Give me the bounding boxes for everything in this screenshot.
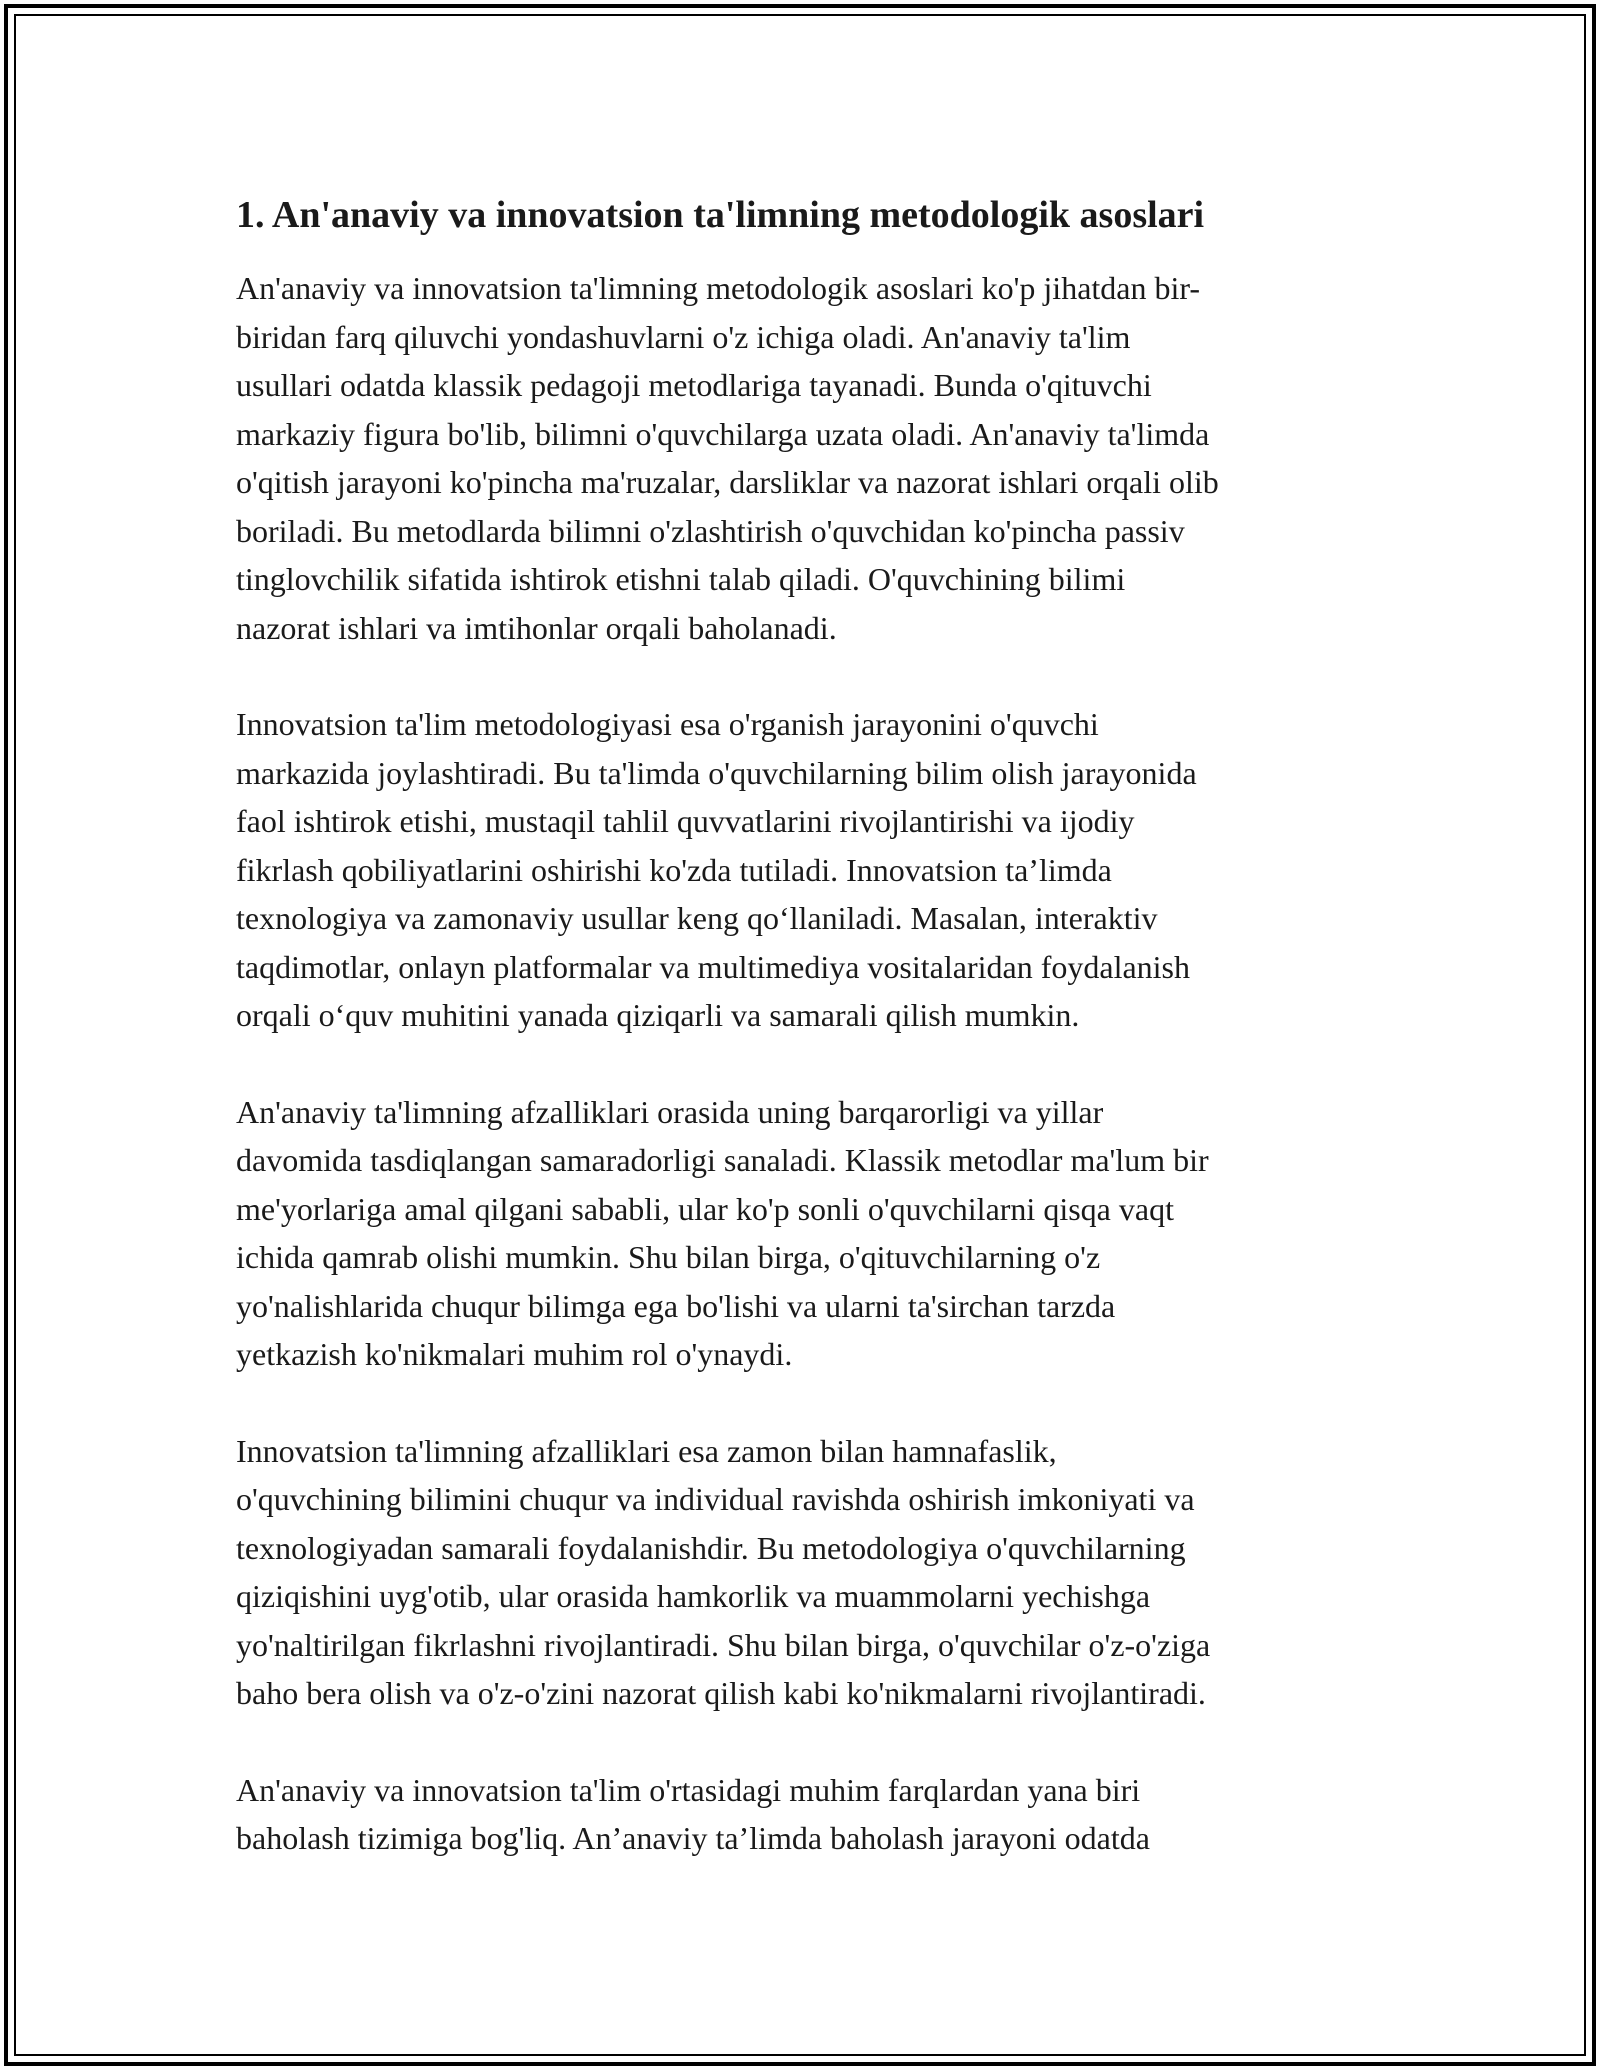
- text-line: yo'naltirilgan fikrlashni rivojlantiradi. Shu bilan birga, o'quvchilar o'z-o'ziga: [236, 1626, 1211, 1663]
- text-line: ichida qamrab olishi mumkin. Shu bilan birga, o'qituvchilarning o'z: [236, 1239, 1101, 1275]
- text-line: An'anaviy va innovatsion ta'lim o'rtasidagi muhim farqlardan yana biri: [236, 1771, 1141, 1808]
- text-line: Innovatsion ta'lim metodologiyasi esa o'rganish jarayonini o'quvchi: [236, 706, 1099, 742]
- paragraph-traditional-advantages: [236, 1088, 1376, 1379]
- text-line: qiziqishini uyg'otib, ular orasida hamkorlik va muammolarni yechishga: [236, 1578, 1151, 1614]
- text-line: faol ishtirok etishi, mustaqil tahlil quvvatlarini rivojlantirishi va ijodiy: [236, 803, 1135, 839]
- text-line: tinglovchilik sifatida ishtirok etishni talab qiladi. O'quvchining bilimi: [236, 561, 1126, 597]
- text-line: yo'nalishlarida chuqur bilimga ega bo'lishi va ularni ta'sirchan tarzda: [236, 1287, 1116, 1324]
- text-line: o'qitish jarayoni ko'pincha ma'ruzalar, darsliklar va nazorat ishlari orqali olib: [236, 464, 1219, 500]
- text-line: orqali o‘quv muhitini yanada qiziqarli va samarali qilish mumkin.: [236, 997, 1080, 1033]
- text-line: boriladi. Bu metodlarda bilimni o'zlashtirish o'quvchidan ko'pincha passiv: [236, 512, 1185, 549]
- text-line: baholash tizimiga bog'liq. An’anaviy ta’limda baholash jarayoni odatda: [236, 1820, 1150, 1856]
- text-line: davomida tasdiqlangan samaradorligi sanaladi. Klassik metodlar ma'lum bir: [236, 1142, 1209, 1178]
- text-line: yetkazish ko'nikmalari muhim rol o'ynaydi.: [236, 1336, 793, 1372]
- text-line: baho bera olish va o'z-o'zini nazorat qilish kabi ko'nikmalarni rivojlantiradi.: [236, 1675, 1206, 1711]
- text-line: biridan farq qiluvchi yondashuvlarni o'z ichiga oladi. An'anaviy ta'lim: [236, 318, 1131, 355]
- text-line: o'quvchining bilimini chuqur va individual ravishda oshirish imkoniyati va: [236, 1481, 1195, 1517]
- text-line: An'anaviy va innovatsion ta'limning metodologik asoslari ko'p jihatdan bir-: [236, 270, 1201, 306]
- text-line: texnologiya va zamonaviy usullar keng qo‘llaniladi. Masalan, interaktiv: [236, 900, 1158, 936]
- text-line: taqdimotlar, onlayn platformalar va multimediya vositalaridan foydalanish: [236, 948, 1190, 985]
- section-heading: 1. An'anaviy va innovatsion ta'limning metodologik asoslari: [236, 194, 1205, 236]
- paragraph-innovative-methodology: [236, 700, 1376, 1040]
- paragraph-innovative-advantages: [236, 1427, 1376, 1718]
- text-line: texnologiyadan samarali foydalanishdir. Bu metodologiya o'quvchilarning: [236, 1529, 1186, 1566]
- text-line: usullari odatda klassik pedagoji metodlariga tayanadi. Bunda o'qituvchi: [236, 367, 1152, 403]
- text-line: nazorat ishlari va imtihonlar orqali baholanadi.: [236, 609, 837, 646]
- document-body: [236, 188, 1376, 1911]
- text-line: fikrlash qobiliyatlarini oshirishi ko'zda tutiladi. Innovatsion ta’limda: [236, 851, 1112, 888]
- text-line: An'anaviy ta'limning afzalliklari orasida uning barqarorligi va yillar: [236, 1093, 1104, 1130]
- text-line: markazida joylashtiradi. Bu ta'limda o'quvchilarning bilim olish jarayonida: [236, 754, 1197, 791]
- paragraph-assessment-differences: [236, 1766, 1376, 1863]
- paragraph-traditional-methodology: [236, 264, 1376, 652]
- text-line: me'yorlariga amal qilgani sababli, ular ko'p sonli o'quvchilarni qisqa vaqt: [236, 1190, 1174, 1227]
- text-line: markaziy figura bo'lib, bilimni o'quvchilarga uzata oladi. An'anaviy ta'limda: [236, 415, 1210, 452]
- text-line: Innovatsion ta'limning afzalliklari esa zamon bilan hamnafaslik,: [236, 1432, 1057, 1469]
